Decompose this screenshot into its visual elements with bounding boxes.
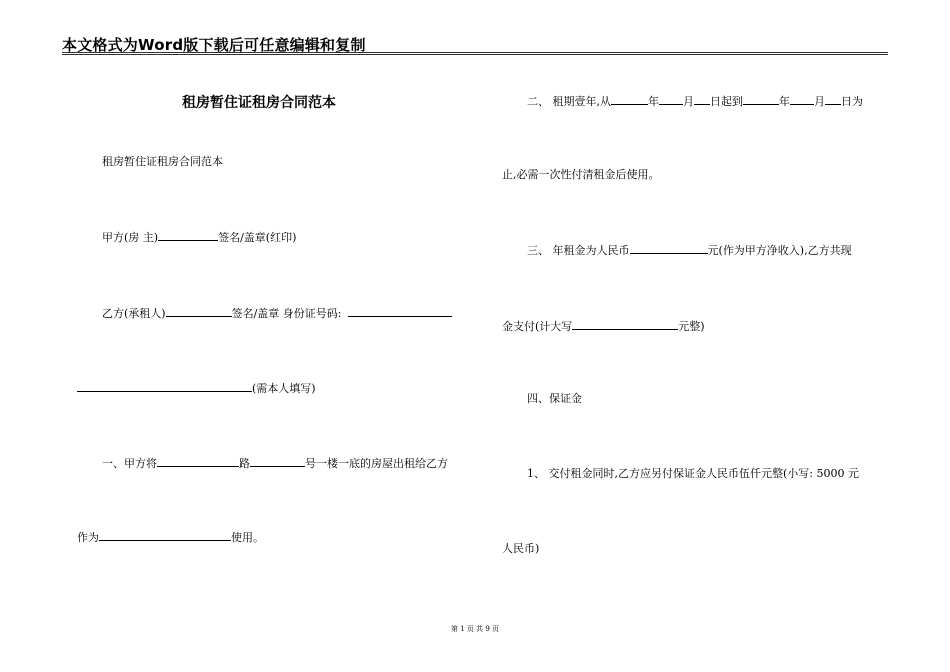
number-blank [250,455,305,467]
section-4-heading: 四、保证金 [527,392,582,405]
start-year-blank [611,93,648,105]
clause-3-line [527,242,852,258]
header-rule-top [62,52,888,53]
document-header: 本文格式为Word版下载后可任意编辑和复制 [62,36,366,54]
start-month-blank [659,93,683,105]
clause-2-year: 年 [648,95,659,108]
party-b-sign: 签名/盖章 身份证号码: [231,307,342,320]
capital-amount-blank [572,318,678,330]
clause-1-text-c: 号一楼一底的房屋出租给乙方 [305,457,448,470]
road-blank [157,455,239,467]
party-a-label: 甲方(房 主) [102,231,159,244]
party-b-line [102,305,452,321]
self-fill-note: (需本人填写) [252,382,316,395]
usage-blank [99,529,231,541]
clause-2-until: 日起到 [710,95,743,108]
party-a-sign: 签名/盖章(红印) [218,231,297,244]
clause-3-continuation [502,318,705,334]
deposit-continuation: 人民币) [502,542,540,555]
clause-2-month: 月 [683,95,694,108]
clause-3-text-b: 元(作为甲方净收入),乙方共现 [707,244,852,257]
clause-3-text-a: 三、 年租金为人民币 [527,244,630,257]
end-month-blank [790,93,814,105]
id-number-blank [348,305,452,317]
party-b-label: 乙方(承租人) [102,307,166,320]
usage-text-a: 作为 [77,531,99,544]
clause-1-text-a: 一、甲方将 [102,457,157,470]
clause-2-day-end: 日为 [841,95,863,108]
subtitle: 租房暂住证租房合同范本 [102,155,223,168]
clause-1-text-b: 路 [239,457,250,470]
clause-3-cont-a: 金支付(计大写 [502,320,573,333]
party-a-name-blank [158,229,218,241]
self-fill-line [77,380,316,396]
party-a-line [102,229,296,245]
header-rule-bottom [62,54,888,55]
clause-3-cont-b: 元整) [678,320,705,333]
clause-2-year-2: 年 [779,95,790,108]
usage-text-b: 使用。 [231,531,264,544]
usage-line [77,529,264,545]
start-day-blank [694,93,710,105]
party-b-name-blank [166,305,232,317]
clause-2-text-a: 二、 租期壹年,从 [527,95,611,108]
clause-2-line [527,93,863,109]
end-year-blank [743,93,779,105]
rent-amount-blank [630,242,708,254]
clause-1-line [102,455,448,471]
page-title: 租房暂住证租房合同范本 [182,95,336,111]
clause-2-continuation: 止,必需一次性付清租金后使用。 [502,168,660,181]
page-footer: 第 1 页 共 9 页 [450,625,500,633]
clause-2-month-2: 月 [814,95,825,108]
deposit-line: 1、 交付租金同时,乙方应另付保证金人民币伍仟元整(小写: 5000 元 [527,467,859,480]
self-fill-blank [77,380,252,392]
end-day-blank [825,93,841,105]
